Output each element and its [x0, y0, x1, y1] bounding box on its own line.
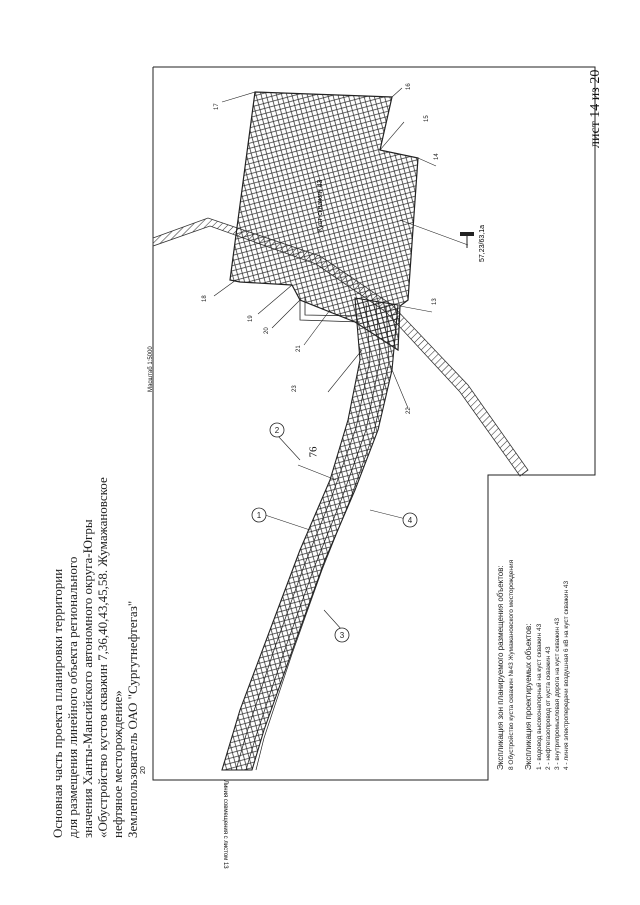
point-19: 19 — [248, 315, 254, 322]
site-label: Куст скважин 43 — [317, 179, 324, 232]
point-17: 17 — [214, 103, 220, 110]
page-number: 76 — [307, 446, 320, 458]
point-18: 18 — [202, 295, 208, 302]
legend — [496, 560, 571, 770]
circle-label-4 — [403, 513, 417, 527]
circle-label-1 — [252, 508, 266, 522]
zones-item: 8 Обустройство куста скважин №43 Жумажановского месторождения — [508, 559, 515, 770]
point-20: 20 — [264, 327, 270, 334]
benchmark-marker — [460, 232, 474, 248]
point-16: 16 — [406, 83, 412, 90]
objects-item: 3 - внутрипромысловая дорога на куст скважин 43 — [554, 618, 561, 770]
svg-text:4: 4 — [407, 516, 413, 525]
zones-heading: Экспликация зон планируемого размещения объектов: — [496, 565, 505, 770]
objects-item: 2 - нефтегазопровод от куста скважин 43 — [545, 646, 552, 770]
svg-text:2: 2 — [274, 426, 280, 435]
title-block — [50, 477, 140, 838]
objects-item: 4 - линия электропередачи воздушная 6 кВ на куст скважин 43 — [563, 580, 570, 770]
title-line: «Обустройство кустов скважин 7,36,40,43,45,58. Жумажановское — [95, 477, 110, 838]
marker-label: 57,23/63,1a — [479, 225, 486, 262]
title-line: для размещения линейного объекта регионального — [65, 556, 80, 838]
match-line-label: Линия совмещения с листом 13 — [222, 780, 228, 869]
svg-text:3: 3 — [339, 631, 345, 640]
circle-label-3 — [335, 628, 349, 642]
point-13: 13 — [432, 298, 438, 305]
title-line: нефтяное месторождение» — [110, 690, 125, 838]
circle-label-2 — [270, 423, 284, 437]
objects-item: 1 - водовод высоконапорный на куст скважин 43 — [536, 623, 543, 770]
point-15: 15 — [424, 115, 430, 122]
frame-tick-number: 20 — [140, 766, 147, 774]
corridor-zone — [222, 298, 398, 770]
svg-text:1: 1 — [256, 511, 262, 520]
point-21: 21 — [296, 345, 302, 352]
point-14: 14 — [434, 153, 440, 160]
title-line: Землепользователь ОАО "Сургутнефтегаз" — [125, 600, 140, 838]
point-23: 23 — [292, 385, 298, 392]
scale-label: Масштаб 1:5000 — [148, 346, 154, 392]
sheet-label: лист 14 из 20 — [588, 69, 603, 148]
title-line: значения Ханты-Мансийского автономного округа-Югры — [80, 519, 95, 838]
objects-heading: Экспликация проектируемых объектов: — [524, 623, 533, 770]
title-line: Основная часть проекта планировки территории — [50, 568, 65, 838]
point-22: 22 — [406, 407, 412, 414]
